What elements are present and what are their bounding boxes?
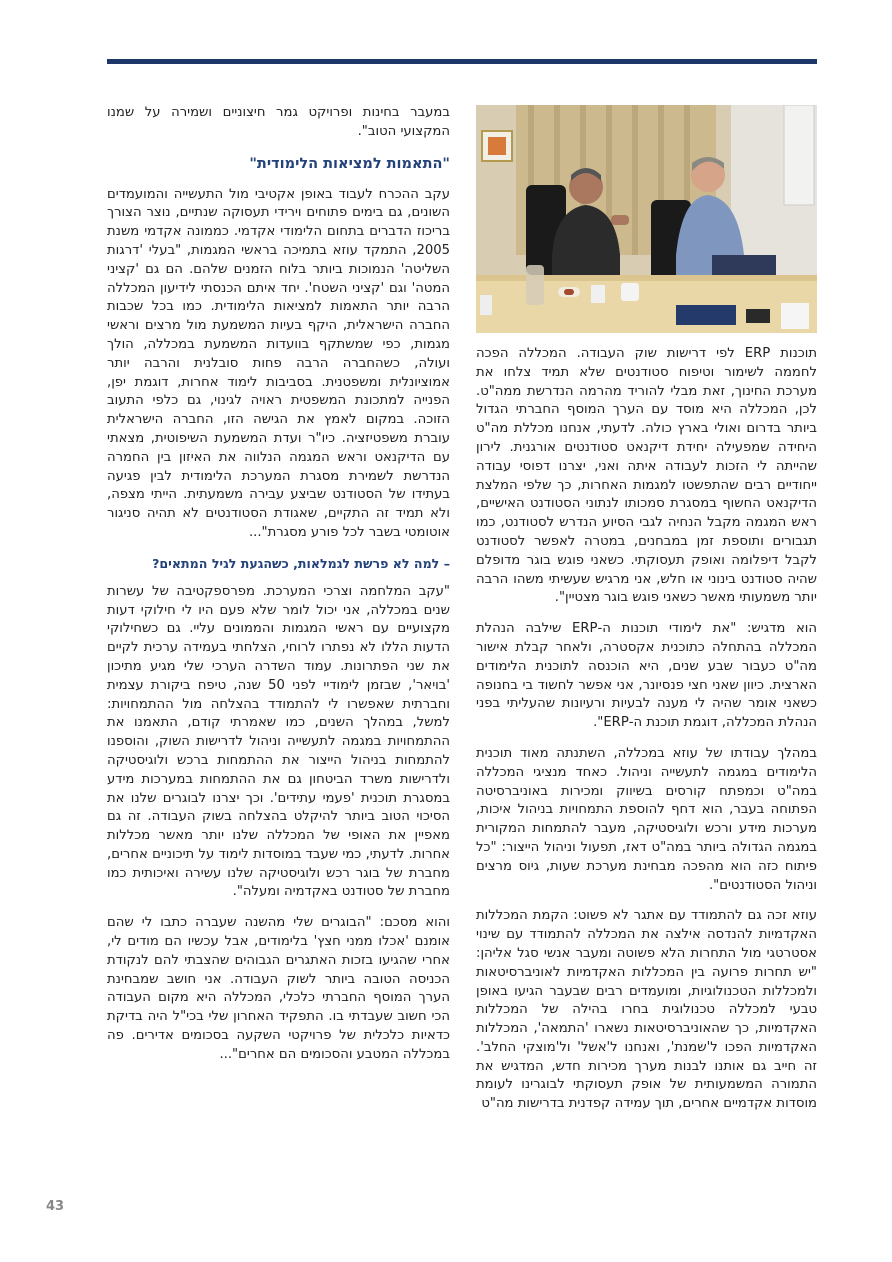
article-column-right xyxy=(476,345,817,1126)
section-heading: "התאמות למציאות הלימודית" xyxy=(249,155,450,172)
paragraph: במעבר בחינות ופרויקט גמר חיצוניים ושמירה על שמנו המקצועי הטוב". xyxy=(107,105,450,139)
paragraph: במהלך עבודתו של עוזא במכללה, השתנתה מאוד תוכנית הלימודים במגמה לתעשייה וניהול. כאחד מנציגי המכללה במה"ט וכמפתח קורסים בשיווק ומכירות באוניברסיטה הפתוחה בעבר, הוא דחף להוספת התמחויות בניהול איכות, מערכות מידע ורכש ולוגיסטיקה, מעבר להתמחות המקורית במגמה הגדולה ביותר במה"ט דאז, תפעול וניהול הייצור: "כל פיתוח כזה הוא מהפכה מבחינת מערכת שעות, גיוס מרצים וניהול הסטודנטים". xyxy=(476,745,817,893)
paragraph: עקב ההכרח לעבוד באופן אקטיבי מול התעשייה והמועמדים השונים, גם בימים פתוחים וירידי תעסוקה שנתיים, נוצר הצורך בריכוז הדברים בתחום הלימודי אקדמי. כממונה אקדמי משנת 2005, התמקד עוזא בתמיכה בראשי המגמות, "בעלי 'דרגות השליטה' הנמוכות ביותר בלוח הזמנים שלהם. הם גם 'קציני המטה' וגם 'קציני השטח'. יחד איתם הכנסתי לידיעון המכללה הרבה יותר התאמות למציאות הלימודית. כמו בכל שכבות החברה הישראלית, היקף בעיות המשמעת מול מרצים וראשי מגמות, כפי שמשתקף בוועדות המשמעת במכללה, הולך ועולה, כשהחברה הרבה פחות סובלנית והרבה יותר אמוציונלית ומשפטנית. בסביבות לימוד אחרות, דוגמת יפן, הפנייה למתכונת המשפטית ראויה לגינוי, גם כלפי התעוב הזוכה. במקום לאמץ את הגישה הזו, החברה הישראלית עוברת משפטיזציה. כיו"ר ועדת המשמעת השיפוטית, מצאתי עם הדיקנאט וראש המגמה הנלווה את האיזון בין החמרה הנדרשת לשמירת מסגרת המערכת הלימודית לבין פגיעה בעתידו של הסטודנט שביצע עבירה משמעתית. הייתי מצפה, ולא תמיד זה התקיים, שאגודת הסטודנטים לא תהיה סניגור אוטומטי בשבר לכל פורע מסגרת"... xyxy=(107,186,450,540)
paragraph: תוכנות ERP לפי דרישות שוק העבודה. המכללה הפכה לחממה לשימור וטיפוח סטודנטים שלא תמיד צלחו את מערכת החינוך, זאת מבלי להוריד מהרמה הנדרשת ממה"ט. לכן, המכללה היא מוסד עם הערך המוסף החברתי הגדול ביותר בדרום ואולי בארץ כולה. לדעתי, אנחנו מכללת מה"ט היחידה שמפעילה יחידת דיקנאט סטודנטים אורגנית. לירון שהייתה לי הזכות לעבודה איתה ואני, יצרנו דפוסי עבודה ייחודיים רבים שהתפשטו למגמות האחרות, כך שלפי המלצת הדיקנאט החשוף במסגרת סמכותו לנתוני הסטודנט האישיים, ראש המגמה מקבל הנחיה לגבי הסיוע הנדרש לסטודנט, כמו תגבורים ותוספת זמן במבחנים, במטרה לאפשר לסטודנט לקבל דיפלומה ואופק תעסוקתי. כשאני פוגש בוגר מדופלם שהיה סטודנט בינוני או חלש, אני מרגיש שעשיתי משהו הרבה יותר משמעותי מאשר כשאני פוגש בוגר מצטיין". xyxy=(476,346,817,606)
top-rule xyxy=(107,59,817,64)
article-column-left xyxy=(107,104,450,1077)
paragraph: "עקב המלחמה וצרכי המערכת. מפרספקטיבה של עשרות שנים במכללה, אני יכול לומר שלא פעם היו לי חילוקי דעות מקצועיים עם ראשי המגמות והממונים עליי. גם כשחילוקי הדעות הללו לא נפתרו לרוחי, הצלחתי בעמידה ערכית לקיים את שני הפתרונות. עמוד השדרה הערכי שלי מגיע מתיכון 'בויאר', שבזמן לימודיי לפני 50 שנה, טיפח ביקורת עצמית וחברתית שאפשרו לי להתמודד בהצלחה מול ההתמחויות: למשל, במהלך השנים, כמו שאמרתי קודם, התאמנו את ההתמחויות במגמה לתעשייה וניהול לדרישות השוק, והוספנו להתמחות בניהול הייצור את ההתמחות ברכש ולוגיסטיקה ולדרישות משרד הביטחון גם את ההתמחות במערכות מידע במסגרת תוכנית 'פעמי עתידים'. וכך יצרנו לבוגרים שלנו את הסיכוי הטוב ביותר להיקלט בהצלחה בשוק העבודה. זה גם מאפיין את האופי של המכללה שלנו יותר מאשר מכללות אחרות. לדעתי, כמי שעבד במוסדות לימוד על תיכוניים אחרים, מחברת של בוגר רכש ולוגיסטיקה שלנו עשירה ואיכותית כמו מחברת של סטודנט באקדמיה ומעלה". xyxy=(107,583,450,900)
page-number: 43 xyxy=(46,1199,65,1214)
paragraph: הוא מדגיש: "את לימודי תוכנות ה-ERP שילבה הנהלת המכללה בהתחלה כתוכנית אקסטרה, ולאחר קבלת אישור מה"ט כעבור שבע שנים, היא הוכנסה לתוכנית הלימודים הארצית. כיוון שאני חצי פנסיונר, אני אפשר לחשוד בי בחנופה כשאני אומר שהיה לי מענה לבעיות ורעיונות שהעליתי בפני הנהלת המכללה, דוגמת תוכנת ה-ERP". xyxy=(476,621,817,731)
paragraph: עוזא זכה גם להתמודד עם אתגר לא פשוט: הקמת המכללות האקדמיות להנדסה אילצה את המכללה להתמודד עם שינוי אסטרטגי מול התחרות הלא פשוטה ומעבר אנשי סגל אליהן: "יש תחרות פרועה בין המכללות האקדמיות לאוניברסיטאות ולמכללות הטכנולוגיות, ומועמדים רבים שבעבר הגיעו באופן טבעי למכללה טכנולוגית בחרו בהילה של המכללות האקדמיות, כך שהאוניברסיטאות נשארו 'התמאה', המכללות האקדמיות הפכו ל'שמנת', ואנחנו ל'אשל' ול'מוצקי החלב'. זה חייב גם אותנו לבנות מערך מכירות חדש, המדגיש את התמורה המשמעותית של אופק תעסוקתי לבוגרינו לעומת מוסדות אקדמיים אחרים, תוך עמידה קפדנית בדרישות מה"ט xyxy=(476,908,817,1112)
interview-question: – למה לא פרשת לגמלאות, כשהגעת לגיל המתאים? xyxy=(152,555,450,571)
paragraph: והוא מסכם: "הבוגרים שלי מהשנה שעברה כתבו לי שהם אומנם 'אכלו ממני חצץ' בלימודים, אבל עכשיו הם מודים לי, אחרי שהגיעו בזכות האתגרים הגבוהים שהצבתי להם לנקודת הכניסה הטובה ביותר לשוק העבודה. אני חושב שמבחינת הערך המוסף החברתי כלכלי, המכללה היא מקום העבודה הכי חשוב שעבדתי בו. התפקיד האחרון שלי בכי"ל היה בדיקת כדאיות כלכלית של פרויקטי השקעה בסכומים אדירים. פה במכללה המטבע והסכומים הם אחרים"... xyxy=(107,915,450,1062)
article-photo xyxy=(476,105,817,333)
photo-two-men-talking-icon xyxy=(476,105,817,333)
